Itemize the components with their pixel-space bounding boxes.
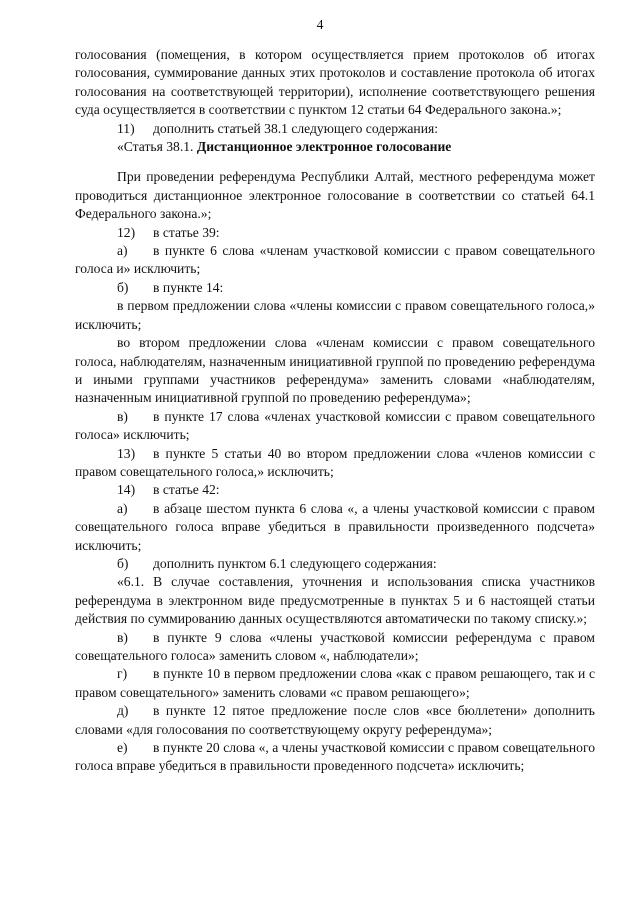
article-heading (75, 138, 595, 156)
item-14 (75, 481, 595, 499)
item-text: в статье 42: (153, 482, 220, 498)
item-text: в пункте 12 пятое предложение после слов «все бюллетени» дополнить словами «для голосования по соответствующему округу референдума»; (75, 703, 595, 737)
clause-6-1-text: «6.1. В случае составления, уточнения и использования списка участников референдума в электронном виде предусмотренные в пунктах 5 и 6 настоящей статьи действия по суммированию данных осуществляются автоматически по такому списку.»; (75, 574, 595, 627)
item-label: 13) (117, 445, 136, 461)
item-label: 14) (117, 482, 136, 498)
subitem-a (75, 242, 595, 279)
item-text: в пункте 17 слова «членах участковой комиссии с правом совещательного голоса» исключить; (75, 408, 595, 443)
item-text: в пункте 20 слова «, а члены участковой комиссии с правом совещательного голоса вправе убедиться в правильности проведенного подсчета» исключить; (75, 740, 595, 774)
subitem-b (75, 279, 595, 297)
page-number: 4 (316, 17, 324, 32)
item-text: в абзаце шестом пункта 6 слова «, а члены участковой комиссии с правом совещательного голоса вправе убедиться в правильности произведенного подсчета» исключить; (75, 500, 595, 553)
item-text: в статье 39: (153, 224, 220, 240)
subitem-g (75, 665, 595, 702)
item-label: е) (117, 740, 128, 756)
item-label: а) (117, 243, 128, 259)
item-11 (75, 120, 595, 138)
item-label: в) (117, 629, 128, 645)
item-label: д) (117, 703, 129, 719)
subitem-v (75, 408, 595, 445)
item-text: в пункте 6 слова «членам участковой комиссии с правом совещательного голоса и» исключить; (75, 243, 595, 277)
paragraph-continuation: голосования (помещения, в котором осуществляется прием протоколов об итогах голосования, суммирование данных этих протоколов и составление протокола об итогах голосования на соответствующей территории), исполнение соответствующего решения суда осуществляется в соответствии с пунктом 12 статьи 64 Федерального закона.»; (75, 47, 595, 118)
item-label: б) (117, 555, 129, 571)
paragraph-first-sentence: в первом предложении слова «члены комиссии с правом совещательного голоса,» исключить; (75, 298, 595, 332)
item-label: 12) (117, 224, 136, 240)
item-text: в пункте 10 в первом предложении слова «как с правом решающего, так и с правом совещательного» заменить словами «с правом решающего»; (75, 666, 595, 700)
subitem-d (75, 702, 595, 739)
subitem-e (75, 739, 595, 776)
article-heading-prefix: «Статья 38.1. (117, 139, 197, 155)
subitem-a (75, 500, 595, 555)
article-heading-title: Дистанционное электронное голосование (196, 139, 452, 155)
item-label: б) (117, 279, 129, 295)
item-text: дополнить статьей 38.1 следующего содержания: (153, 120, 438, 136)
subitem-v (75, 629, 595, 666)
item-text: в пункте 9 слова «члены участковой комиссии референдума с правом совещательного голоса» заменить словом «, наблюдатели»; (75, 629, 595, 663)
paragraph-second-sentence: во втором предложении слова «членам комиссии с правом совещательного голоса, наблюдателям, назначенным инициативной группой по проведению референдума и иными группами участников референдума» заменить словами «наблюдателям, назначенным инициативной группой по проведению референдума»; (75, 335, 595, 406)
item-text: в пункте 5 статьи 40 во втором предложении слова «членов комиссии с правом совещательного голоса,» исключить; (75, 445, 595, 479)
item-text: дополнить пунктом 6.1 следующего содержания: (153, 555, 437, 571)
item-label: 11) (117, 120, 135, 136)
subitem-b (75, 555, 595, 573)
item-label: г) (117, 666, 128, 682)
item-label: а) (117, 500, 128, 516)
document-body (75, 46, 595, 776)
article-text: При проведении референдума Республики Алтай, местного референдума может проводиться дистанционное электронное голосование в соответствии со статьей 64.1 Федерального закона.»; (75, 169, 595, 222)
item-label: в) (117, 408, 128, 424)
item-13 (75, 445, 595, 482)
item-12 (75, 224, 595, 242)
item-text: в пункте 14: (153, 279, 224, 295)
